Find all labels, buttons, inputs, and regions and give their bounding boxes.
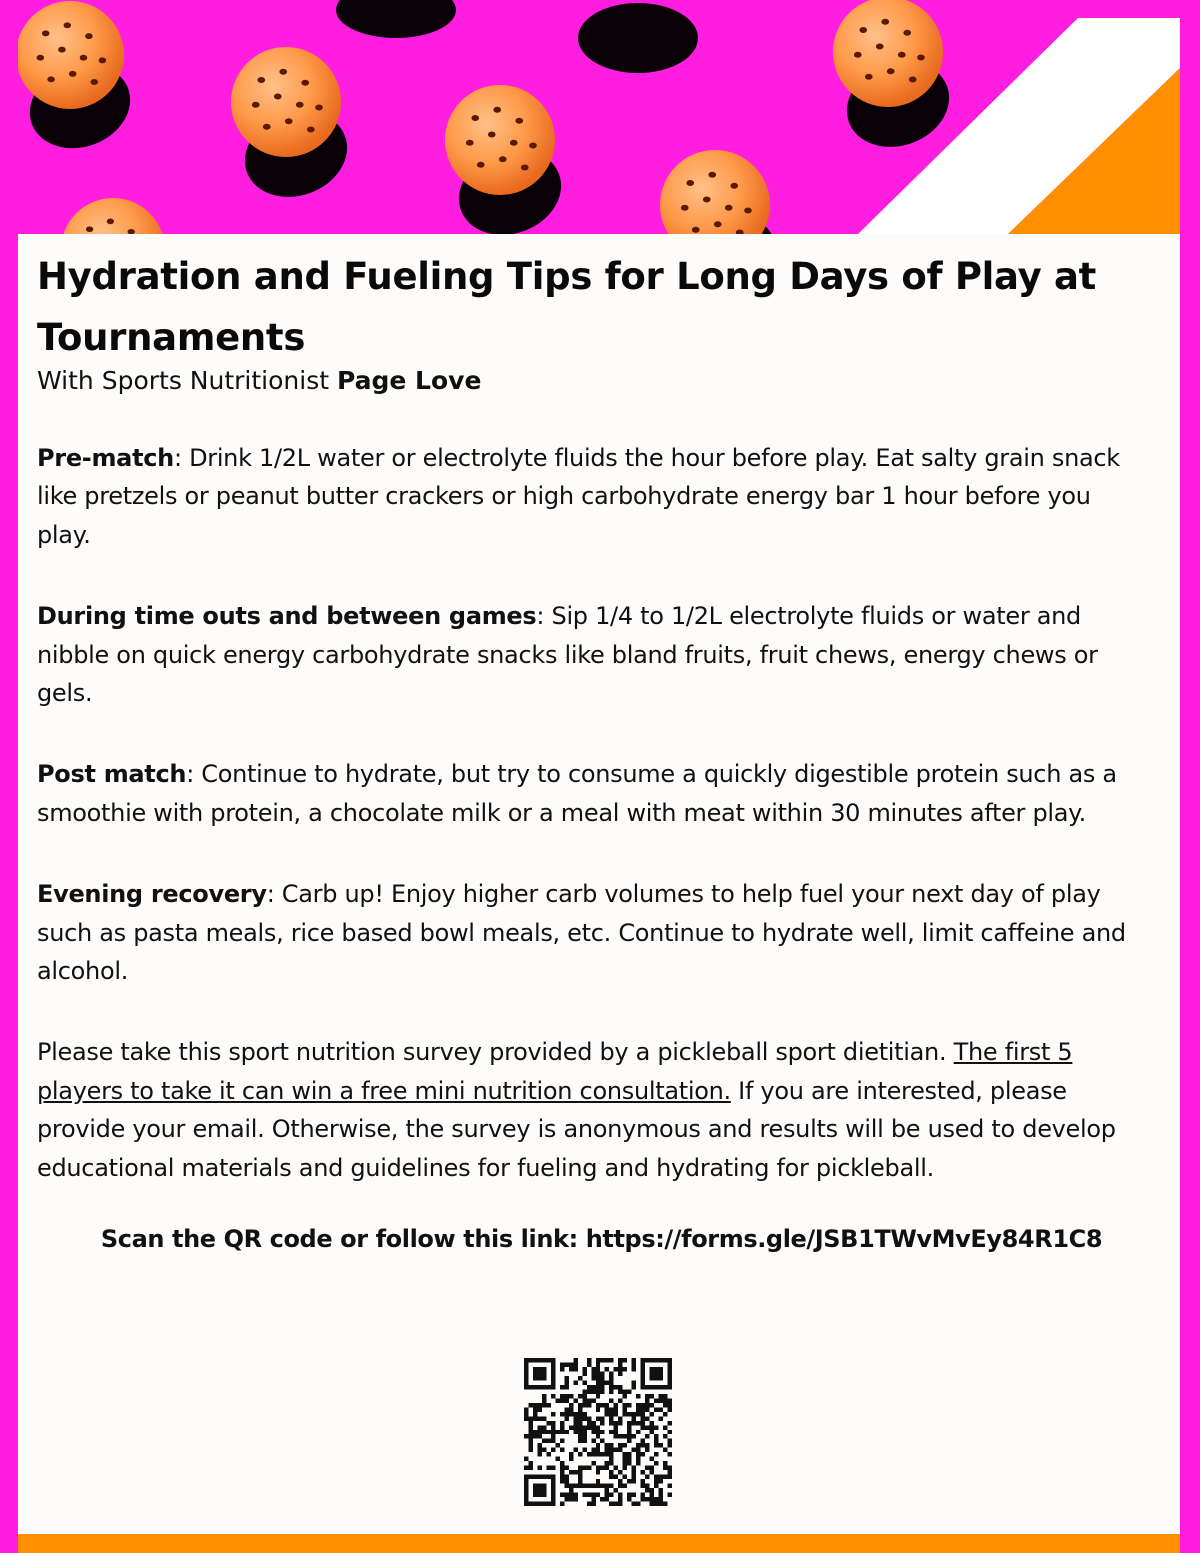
tip-label: Evening recovery (37, 880, 267, 909)
ball-hole (744, 207, 752, 213)
ball-hole (708, 172, 716, 178)
ball-hole (887, 68, 895, 74)
ball-hole (510, 140, 518, 146)
ball-hole (488, 131, 496, 137)
ball-hole (859, 27, 867, 33)
pickleball-icon (833, 0, 943, 107)
ball-hole (257, 77, 265, 83)
pickleball-icon (18, 1, 124, 109)
ball-hole (493, 107, 501, 113)
ball-hole (466, 140, 474, 146)
qr-code-icon[interactable] (524, 1358, 672, 1506)
tip-text: : Drink 1/2L water or electrolyte fluids the hour before play. Eat salty grain snack like pretzels or peanut butter crackers or high carbohydrate energy bar 1 hour before you play. (37, 444, 1120, 549)
ball-hole (315, 104, 323, 110)
ball-hole (86, 226, 93, 232)
tip-label: During time outs and between games (37, 602, 537, 631)
ball-hole (881, 19, 889, 25)
tip-evening-recovery (37, 875, 1150, 990)
tip-text: : Continue to hydrate, but try to consume a quickly digestible protein such as a smoothie with protein, a chocolate milk or a meal with meat within 30 minutes after play. (37, 760, 1117, 827)
ball-hole (692, 227, 700, 233)
ball-hole (37, 55, 45, 61)
ball-hole (499, 156, 507, 162)
ball-shadow (578, 3, 698, 73)
ball-hole (725, 205, 733, 211)
ball-hole (686, 180, 694, 186)
ball-hole (515, 118, 523, 124)
ball-hole (876, 43, 884, 49)
survey-rest: If you are interested, please provide your email. Otherwise, the survey is anonymous and results will be used to develop educational materials and guidelines for fueling and hydrating for pickleball. (37, 1076, 1116, 1182)
ball-hole (854, 52, 862, 58)
tip-label: Post match (37, 760, 187, 789)
ball-hole (42, 30, 50, 36)
ball-hole (99, 57, 107, 63)
survey-intro: Please take this sport nutrition survey provided by a pickleball sport dietitian. (37, 1038, 954, 1067)
ball-hole (91, 79, 99, 85)
survey-paragraph (37, 1033, 1150, 1187)
ball-hole (301, 80, 309, 86)
ball-hole (917, 54, 925, 60)
ball-hole (85, 33, 93, 39)
pickleball-icon (231, 47, 341, 157)
ball-hole (69, 71, 77, 77)
ball-hole (529, 142, 537, 148)
ball-hole (47, 76, 55, 82)
ball-hole (64, 22, 72, 28)
ball-hole (898, 52, 906, 58)
ball-hole (903, 30, 911, 36)
tip-post-match (37, 755, 1150, 832)
ball-hole (730, 183, 738, 189)
scan-instruction[interactable]: Scan the QR code or follow this link: https://forms.gle/JSB1TWvMvEy84R1C8 (100, 1225, 1103, 1254)
ball-hole (703, 196, 711, 202)
ball-hole (477, 162, 485, 168)
ball-hole (263, 124, 271, 130)
nutritionist-name: Page Love (336, 366, 482, 395)
bottom-border-strip (18, 1534, 1180, 1553)
subtitle (37, 366, 1150, 396)
survey-prize-highlight: The first 5 players to take it can win a free mini nutrition consultation. (37, 1038, 1073, 1105)
ball-hole (307, 126, 315, 132)
ball-hole (714, 221, 722, 227)
tip-label: Pre-match (37, 444, 174, 472)
tip-pre-match (37, 439, 1150, 554)
banner-pickleball-image (18, 0, 1180, 234)
tip-text: : Carb up! Enjoy higher carb volumes to help fuel your next day of play such as pasta meals, rice based bowl meals, etc. Continue to hydrate well, limit caffeine and alcohol. (37, 880, 1126, 986)
ball-hole (865, 74, 873, 80)
pickleball-icon (445, 85, 555, 195)
ball-hole (521, 164, 529, 170)
ball-hole (681, 205, 689, 211)
ball-hole (909, 76, 917, 82)
ball-hole (279, 69, 287, 75)
page-title: Hydration and Fueling Tips for Long Days of Play at Tournaments (37, 255, 1097, 359)
tip-during-games (37, 597, 1150, 712)
ball-hole (80, 55, 88, 61)
tip-text: : Sip 1/4 to 1/2L electrolyte fluids or water and nibble on quick energy carbohydrate snacks like bland fruits, fruit chews, energy chews or gels. (37, 602, 1098, 708)
ball-hole (296, 102, 304, 108)
ball-hole (107, 219, 114, 225)
ball-hole (58, 47, 66, 53)
ball-hole (252, 102, 260, 108)
content-card (18, 234, 1180, 1534)
subtitle-prefix: With Sports Nutritionist (37, 366, 337, 395)
ball-hole (471, 115, 479, 121)
ball-hole (285, 118, 293, 124)
ball-hole (274, 93, 282, 99)
